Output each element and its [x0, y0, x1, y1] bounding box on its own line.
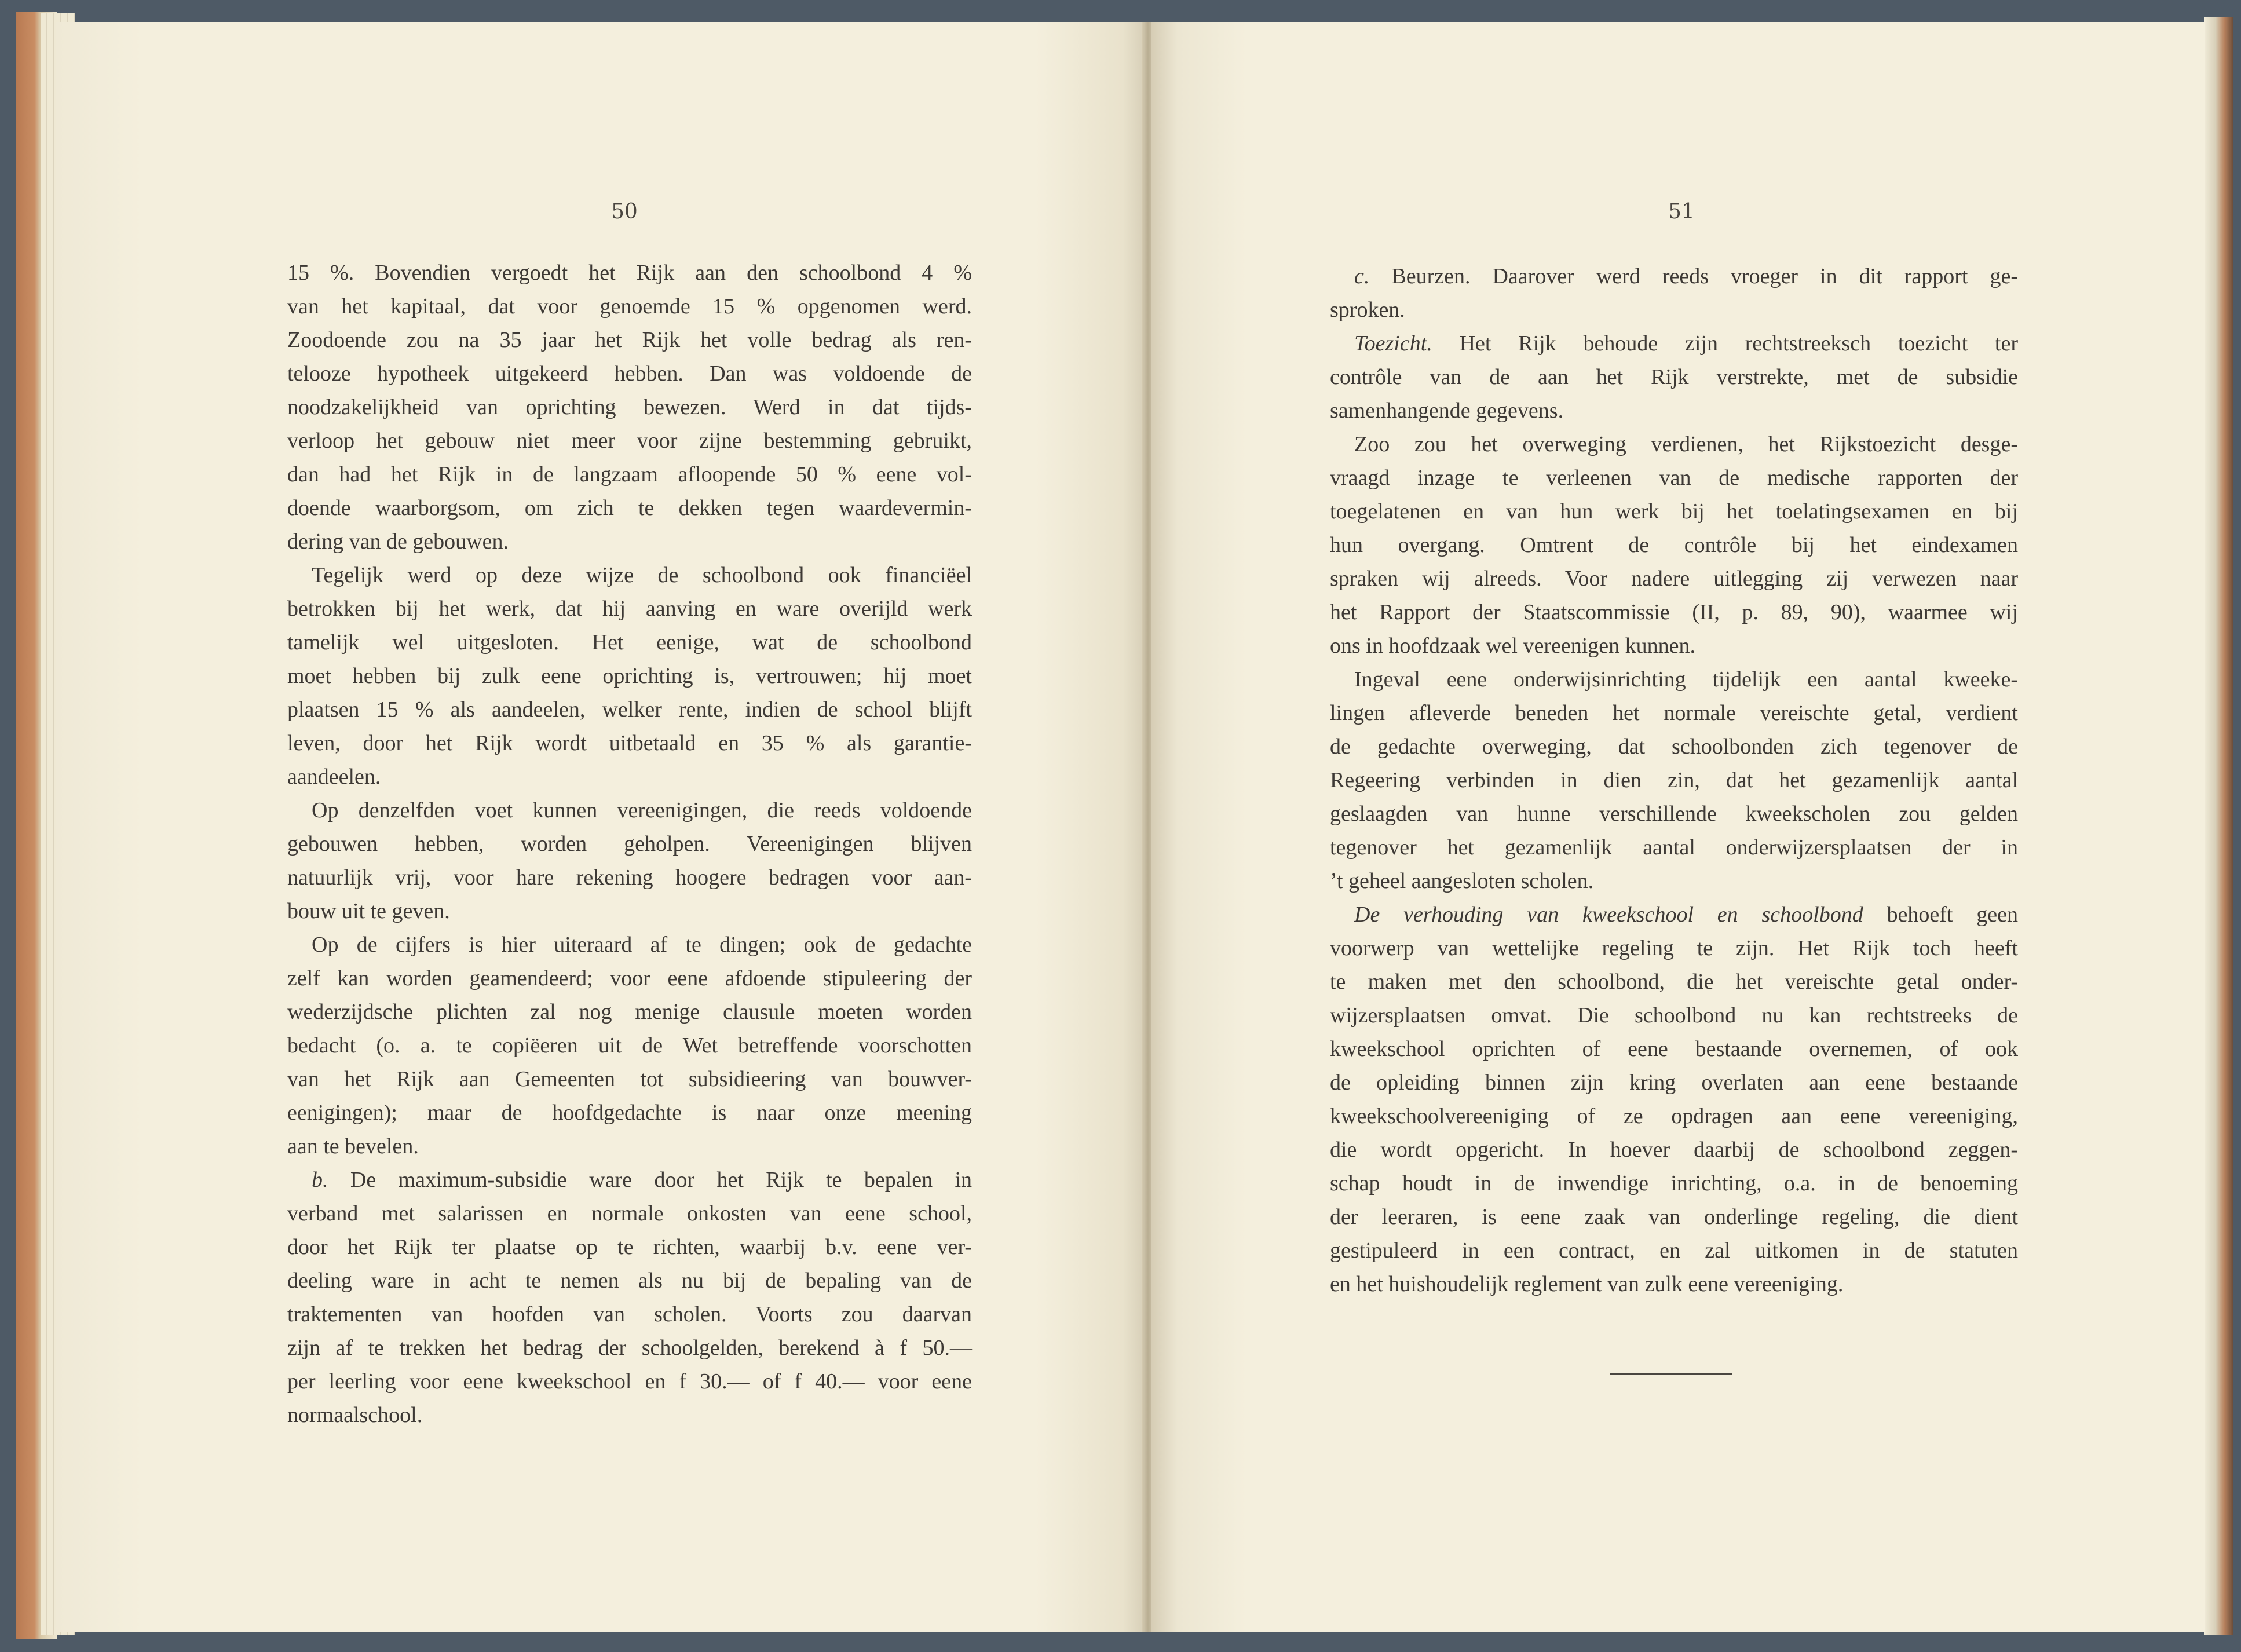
book-right-edge	[2204, 17, 2233, 1635]
text-line: ’t geheel aangesloten scholen.	[1330, 869, 1594, 893]
text-line: en het huishoudelijk reglement van zulk eene vereeniging.	[1330, 1272, 1844, 1296]
text-line: Regeering verbinden in dien zin, dat het gezamenlijk aantal	[1330, 768, 2018, 792]
text-line: het Rapport der Staatscommissie (II, p. 89, 90), waarmee wij	[1330, 600, 2018, 624]
text-line: moet hebben bij zulk eene oprichting is, vertrouwen; hij moet	[287, 664, 972, 688]
text-line: lingen afleverde beneden het normale vereischte getal, verdient	[1330, 701, 2018, 725]
text-line: Zoo zou het overweging verdienen, het Rijkstoezicht desge-	[1354, 432, 2018, 456]
text-line: door het Rijk ter plaatse op te richten, waarbij b.v. eene ver-	[287, 1235, 972, 1259]
text-line: bouw uit te geven.	[287, 899, 450, 923]
text-line: vraagd inzage te verleenen van de medische rapporten der	[1330, 466, 2018, 490]
text-line: gebouwen hebben, worden geholpen. Vereenigingen blijven	[287, 832, 972, 856]
text-line: de opleiding binnen zijn kring overlaten aan eene bestaande	[1330, 1070, 2018, 1095]
text-line: contrôle van de aan het Rijk verstrekte, met de subsidie	[1330, 365, 2018, 389]
text-line: spraken wij alreeds. Voor nadere uitlegging zij verwezen naar	[1330, 566, 2018, 591]
text-line: van het kapitaal, dat voor genoemde 15 % opgenomen werd.	[287, 294, 972, 319]
text-line: noodzakelijkheid van oprichting bewezen. Werd in dat tijds-	[287, 395, 972, 419]
text-line: dan had het Rijk in de langzaam afloopende 50 % eene vol-	[287, 462, 972, 487]
text-line: eenigingen); maar de hoofdgedachte is naar onze meening	[287, 1101, 972, 1125]
text-line: der leeraren, is eene zaak van onderlinge regeling, die dient	[1330, 1205, 2018, 1229]
text-line: Zoodoende zou na 35 jaar het Rijk het volle bedrag als ren-	[287, 328, 972, 352]
text-line: natuurlijk vrij, voor hare rekening hoogere bedragen voor aan-	[287, 865, 972, 890]
text-line: verband met salarissen en normale onkosten van eene school,	[287, 1201, 972, 1226]
text-line: aandeelen.	[287, 765, 381, 789]
text-line: die wordt opgericht. In hoever daarbij de schoolbond zeggen-	[1330, 1138, 2018, 1162]
left-page-number: 50	[611, 200, 638, 224]
text-line: kweekschoolvereeniging of ze opdragen aan eene vereeniging,	[1330, 1104, 2018, 1128]
text-line: c. Beurzen. Daarover werd reeds vroeger in dit rapport ge-	[1354, 264, 2018, 288]
text-line: de gedachte overweging, dat schoolbonden zich tegenover de	[1330, 734, 2018, 759]
text-line: De verhouding van kweekschool en schoolbond behoeft geen	[1354, 902, 2018, 927]
text-line: toegelatenen en van hun werk bij het toelatingsexamen en bij	[1330, 499, 2018, 524]
right-page-number: 51	[1668, 200, 1695, 224]
text-line: per leerling voor eene kweekschool en f 30.— of f 40.— voor eene	[287, 1369, 972, 1394]
text-line: ons in hoofdzaak wel vereenigen kunnen.	[1330, 634, 1696, 658]
text-line: leven, door het Rijk wordt uitbetaald en 35 % als garantie-	[287, 731, 972, 755]
text-line: wederzijdsche plichten zal nog menige clausule moeten worden	[287, 1000, 972, 1024]
section-end-rule	[1610, 1373, 1732, 1375]
text-line: verloop het gebouw niet meer voor zijne bestemming gebruikt,	[287, 429, 972, 453]
text-line: Tegelijk werd op deze wijze de schoolbond ook financiëel	[312, 563, 972, 587]
text-line: tamelijk wel uitgesloten. Het eenige, wat de schoolbond	[287, 630, 972, 655]
text-line: zelf kan worden geamendeerd; voor eene afdoende stipuleering der	[287, 966, 972, 991]
text-line: Op denzelfden voet kunnen vereenigingen, die reeds voldoende	[312, 798, 972, 823]
text-line: voorwerp van wettelijke regeling te zijn. Het Rijk toch heeft	[1330, 936, 2018, 960]
text-line: traktementen van hoofden van scholen. Voorts zou daarvan	[287, 1302, 972, 1326]
text-line: Toezicht. Het Rijk behoude zijn rechtstreeksch toezicht ter	[1354, 331, 2018, 356]
text-line: betrokken bij het werk, dat hij aanving en ware overijld werk	[287, 597, 972, 621]
text-line: 15 %. Bovendien vergoedt het Rijk aan den schoolbond 4 %	[287, 261, 972, 285]
text-line: zijn af te trekken het bedrag der schoolgelden, berekend à f 50.—	[287, 1336, 972, 1360]
text-line: plaatsen 15 % als aandeelen, welker rente, indien de school blijft	[287, 697, 972, 722]
right-page-text	[1330, 260, 2018, 1301]
text-line: aan te bevelen.	[287, 1134, 419, 1158]
text-line: b. De maximum-subsidie ware door het Rijk te bepalen in	[312, 1168, 972, 1192]
left-page-text	[287, 256, 972, 1432]
text-line: sproken.	[1330, 298, 1405, 322]
text-line: deeling ware in acht te nemen als nu bij de bepaling van de	[287, 1269, 972, 1293]
text-line: doende waarborgsom, om zich te dekken tegen waardevermin-	[287, 496, 972, 520]
text-line: Ingeval eene onderwijsinrichting tijdelijk een aantal kweeke-	[1354, 667, 2018, 692]
text-line: telooze hypotheek uitgekeerd hebben. Dan was voldoende de	[287, 361, 972, 386]
text-line: gestipuleerd in een contract, en zal uitkomen in de statuten	[1330, 1238, 2018, 1263]
text-line: Op de cijfers is hier uiteraard af te dingen; ook de gedachte	[312, 933, 972, 957]
text-line: wijzersplaatsen omvat. Die schoolbond nu kan rechtstreeks de	[1330, 1003, 2018, 1028]
text-line: tegenover het gezamenlijk aantal onderwijzersplaatsen der in	[1330, 835, 2018, 860]
text-line: dering van de gebouwen.	[287, 529, 509, 554]
text-line: geslaagden van hunne verschillende kweekscholen zou gelden	[1330, 802, 2018, 826]
text-line: kweekschool oprichten of eene bestaande overnemen, of ook	[1330, 1037, 2018, 1061]
text-line: hun overgang. Omtrent de contrôle bij het eindexamen	[1330, 533, 2018, 557]
text-line: bedacht (o. a. te copiëeren uit de Wet betreffende voorschotten	[287, 1033, 972, 1058]
text-line: normaalschool.	[287, 1403, 423, 1427]
text-line: te maken met den schoolbond, die het vereischte getal onder-	[1330, 970, 2018, 994]
text-line: schap houdt in de inwendige inrichting, o.a. in de benoeming	[1330, 1171, 2018, 1196]
text-line: van het Rijk aan Gemeenten tot subsidieering van bouwver-	[287, 1067, 972, 1091]
text-line: samenhangende gegevens.	[1330, 399, 1564, 423]
